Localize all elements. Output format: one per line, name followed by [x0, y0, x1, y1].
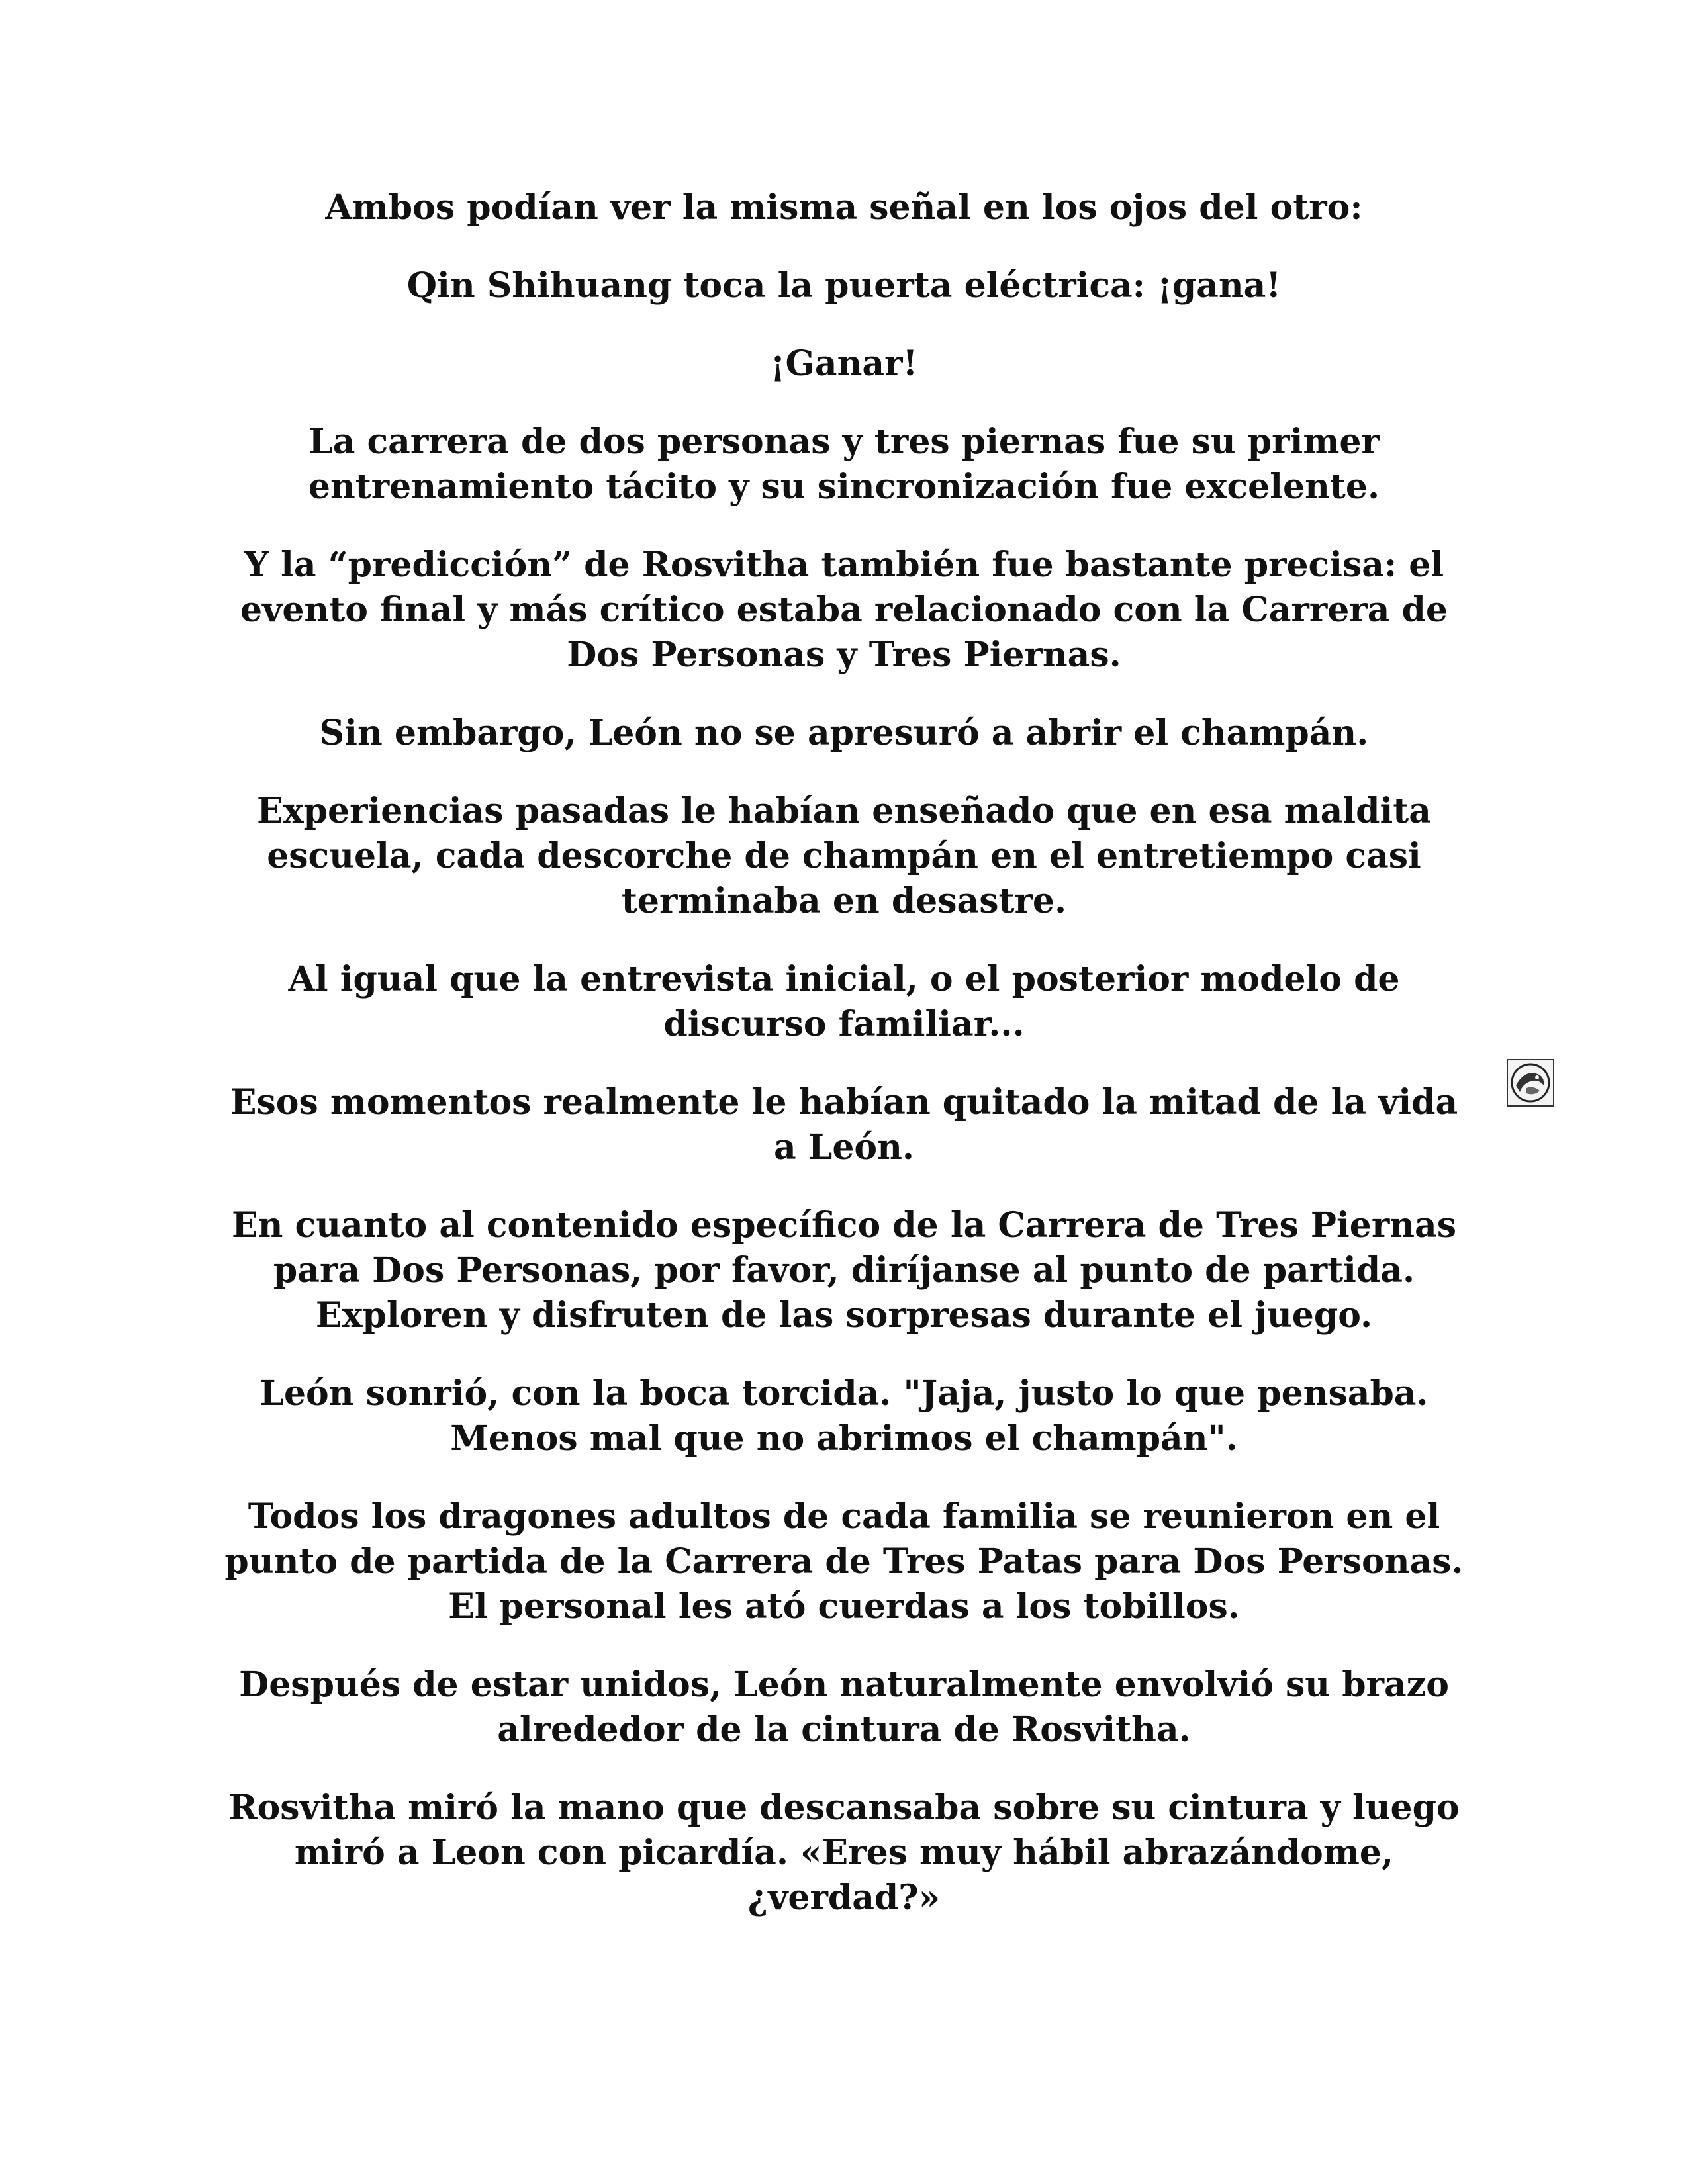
paragraph-3: ¡Ganar!: [770, 343, 918, 384]
paragraph-5: Y la “predicción” de Rosvitha también fue bastante precisa: el evento final y más crítico estaba relacionado con la Carrera de Dos Personas y Tres Piernas.: [240, 545, 1448, 675]
paragraph-8: Al igual que la entrevista inicial, o el posterior modelo de discurso familiar...: [288, 959, 1400, 1044]
paragraph-2: Qin Shihuang toca la puerta eléctrica: ¡gana!: [406, 265, 1282, 306]
paragraph-11: León sonrió, con la boca torcida. "Jaja, justo lo que pensaba. Menos mal que no abrimos el champán".: [259, 1373, 1429, 1459]
document-body: [218, 185, 1470, 1954]
paragraph-13: Después de estar unidos, León naturalmente envolvió su brazo alrededor de la cintura de Rosvitha.: [239, 1664, 1449, 1750]
paragraph-9: Esos momentos realmente le habían quitado la mitad de la vida a León.: [230, 1082, 1458, 1167]
paragraph-1: Ambos podían ver la misma señal en los ojos del otro:: [325, 187, 1363, 228]
paragraph-14: Rosvitha miró la mano que descansaba sobre su cintura y luego miró a Leon con picardía. «Eres muy hábil abrazándome, ¿verdad?»: [228, 1788, 1460, 1918]
paragraph-12: Todos los dragones adultos de cada familia se reunieron en el punto de partida de la Carrera de Tres Patas para Dos Personas. El personal les ató cuerdas a los tobillos.: [224, 1496, 1464, 1627]
paragraph-4: La carrera de dos personas y tres piernas fue su primer entrenamiento tácito y su sincronización fue excelente.: [308, 422, 1380, 507]
paragraph-7: Experiencias pasadas le habían enseñado que en esa maldita escuela, cada descorche de champán en el entretiempo casi terminaba en desastre.: [257, 791, 1431, 921]
paragraph-6: Sin embargo, León no se apresuró a abrir el champán.: [319, 713, 1369, 753]
dragon-emblem-icon: [1507, 1059, 1554, 1107]
paragraph-10: En cuanto al contenido específico de la Carrera de Tres Piernas para Dos Personas, por favor, diríjanse al punto de partida. Exploren y disfruten de las sorpresas durante el juego.: [232, 1205, 1456, 1336]
